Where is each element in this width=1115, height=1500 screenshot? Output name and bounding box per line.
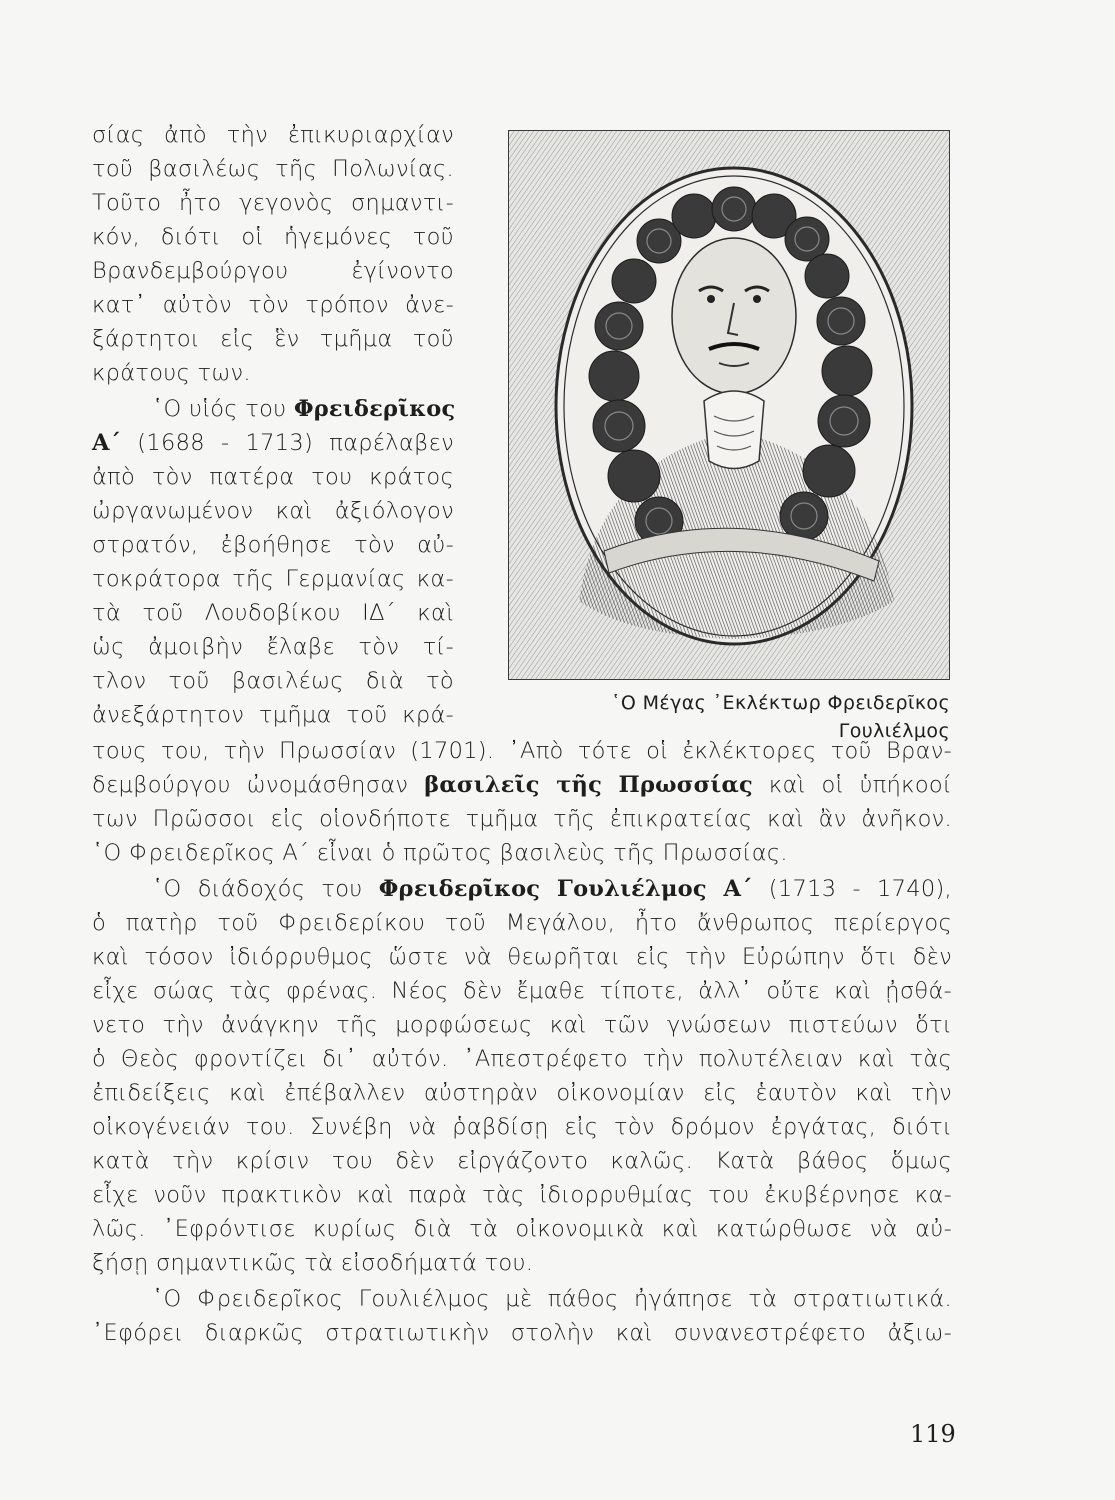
text-line: ξήσῃ σημαντικῶς τὰ εἰσοδήματά του.: [92, 1250, 534, 1276]
figure-caption-line: ῾Ο Μέγας ᾽Εκλέκτωρ Φρειδερῖκος: [610, 692, 950, 714]
text-line: ὡς ἀμοιβὴν ἔλαβε τὸν τί-: [92, 634, 454, 660]
text-line: ῾Ο Φρειδερῖκος Γουλιέλμος μὲ πάθος ἠγάπησε τὰ στρατιωτικά.: [152, 1286, 952, 1312]
text-line: τους του, τὴν Πρωσσίαν (1701). ᾽Απὸ τότε οἱ ἐκλέκτορες τοῦ Βραν-: [92, 738, 952, 764]
text-line: ῾Ο υἱός του Φρειδερῖκος: [152, 396, 456, 422]
text-line: ξάρτητοι εἰς ἓν τμῆμα τοῦ: [92, 326, 454, 352]
text-line: στρατόν, ἐβοήθησε τὸν αὐ-: [92, 532, 454, 558]
text-line: Α´ (1688 - 1713) παρέλαβεν: [92, 430, 454, 456]
text-line: σίας ἀπὸ τὴν ἐπικυριαρχίαν: [92, 122, 454, 148]
portrait-engraving: [508, 130, 950, 680]
figure-caption-line: Γουλιέλμος: [838, 720, 950, 742]
text-line: οἰκογένειάν του. Συνέβη νὰ ῥαβδίσῃ εἰς τὸν δρόμον ἐργάτας, διότι: [92, 1114, 952, 1140]
text-line: ῾Ο Φρειδερῖκος Α´ εἶναι ὁ πρῶτος βασιλεὺς τῆς Πρωσσίας.: [92, 840, 788, 866]
text-line: νετο τὴν ἀνάγκην τῆς μορφώσεως καὶ τῶν γνώσεων πιστεύων ὅτι: [92, 1012, 952, 1038]
text-line: εἶχε νοῦν πρακτικὸν καὶ παρὰ τὰς ἰδιορρυθμίας του ἐκυβέρνησε κα-: [92, 1182, 952, 1208]
text-line: τοκράτορα τῆς Γερμανίας κα-: [92, 566, 454, 592]
text-line: ἀνεξάρτητον τμῆμα τοῦ κρά-: [92, 702, 454, 728]
text-line: λῶς. ᾽Εφρόντισε κυρίως διὰ τὰ οἰκονομικὰ καὶ κατώρθωσε νὰ αὐ-: [92, 1216, 952, 1242]
text-line: των Πρῶσσοι εἰς οἱονδήποτε τμῆμα τῆς ἐπικρατείας καὶ ἂν ἀνῆκον.: [92, 806, 952, 832]
text-line: Τοῦτο ἦτο γεγονὸς σημαντι-: [92, 190, 454, 216]
text-line: ὠργανωμένον καὶ ἀξιόλογον: [92, 498, 454, 524]
text-line: δεμβούργου ὠνομάσθησαν βασιλεῖς τῆς Πρωσσίας καὶ οἱ ὑπήκοοί: [92, 772, 952, 798]
text-line: ὁ πατὴρ τοῦ Φρειδερίκου τοῦ Μεγάλου, ἦτο ἄνθρωπος περίεργος: [92, 910, 952, 936]
text-line: ἐπιδείξεις καὶ ἐπέβαλλεν αὐστηρὰν οἰκονομίαν εἰς ἑαυτὸν καὶ τὴν: [92, 1080, 952, 1106]
text-line: τλον τοῦ βασιλέως διὰ τὸ: [92, 668, 454, 694]
text-line: κράτους των.: [92, 360, 251, 386]
text-line: εἶχε σώας τὰς φρένας. Νέος δὲν ἔμαθε τίποτε, ἀλλ᾽ οὔτε καὶ ᾐσθά-: [92, 978, 952, 1004]
text-line: ὁ Θεὸς φροντίζει δι᾽ αὐτόν. ᾽Απεστρέφετο τὴν πολυτέλειαν καὶ τὰς: [92, 1046, 952, 1072]
text-line: ῾Ο διάδοχός του Φρειδερῖκος Γουλιέλμος Α´ (1713 - 1740),: [152, 876, 952, 902]
text-line: ἀπὸ τὸν πατέρα του κράτος: [92, 464, 454, 490]
text-line: τὰ τοῦ Λουδοβίκου ΙΔ´ καὶ: [92, 600, 454, 626]
text-line: κατ᾽ αὐτὸν τὸν τρόπον ἀνε-: [92, 292, 454, 318]
text-line: Βρανδεμβούργου ἐγίνοντο: [92, 258, 454, 284]
text-line: καὶ τόσον ἰδιόρρυθμος ὥστε νὰ θεωρῆται εἰς τὴν Εὐρώπην ὅτι δὲν: [92, 944, 952, 970]
text-line: τοῦ βασιλέως τῆς Πολωνίας.: [92, 156, 454, 182]
text-line: κατὰ τὴν κρίσιν του δὲν εἰργάζοντο καλῶς. Κατὰ βάθος ὅμως: [92, 1148, 952, 1174]
text-line: ᾽Εφόρει διαρκῶς στρατιωτικὴν στολὴν καὶ συνανεστρέφετο ἀξιω-: [92, 1320, 952, 1346]
text-line: κόν, διότι οἱ ἡγεμόνες τοῦ: [92, 224, 454, 250]
page-number: 119: [910, 1420, 956, 1448]
